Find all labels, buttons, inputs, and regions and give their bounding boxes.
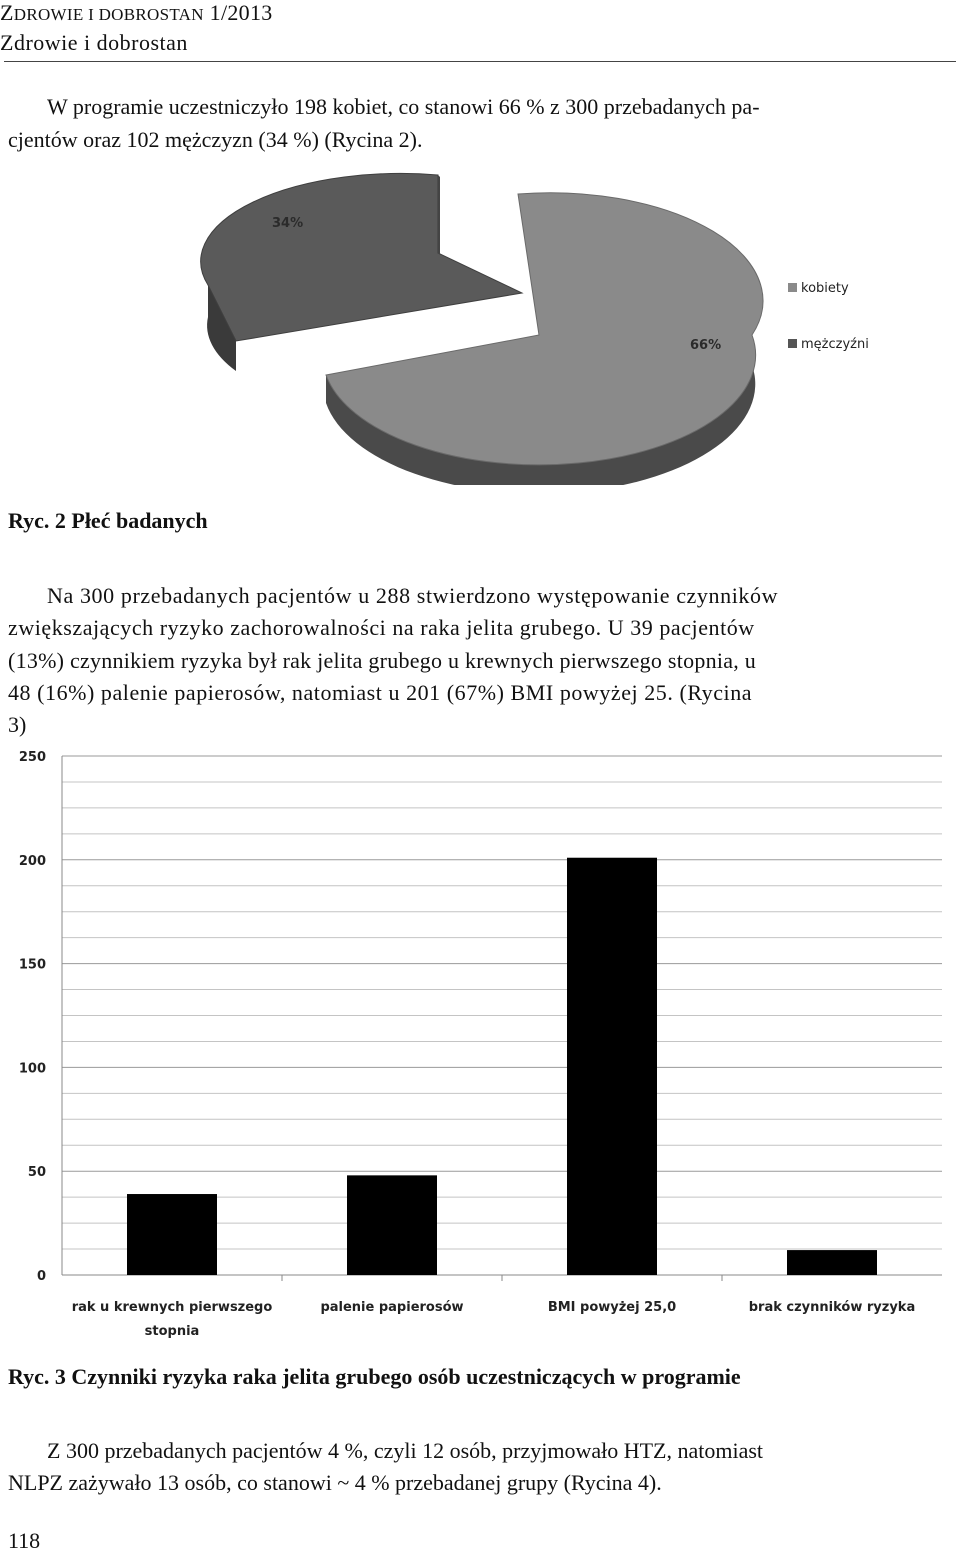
pie-chart xyxy=(200,165,900,485)
legend-swatch-mezczyzni xyxy=(788,339,797,348)
legend-label-kobiety: kobiety xyxy=(801,281,849,296)
paragraph1-line2: cjentów oraz 102 mężczyzn (34 %) (Rycina 2). xyxy=(8,127,423,152)
page-number: 118 xyxy=(8,1528,41,1553)
bar-1 xyxy=(347,1175,437,1275)
paragraph2-line3: (13%) czynnikiem ryzyka był rak jelita grubego u krewnych pierwszego stopnia, u xyxy=(8,648,756,673)
paragraph2-line1: Na 300 przebadanych pacjentów u 288 stwierdzono występowanie czynników xyxy=(47,583,779,608)
bar-3 xyxy=(787,1250,877,1275)
paragraph2-line5: 3) xyxy=(8,712,27,737)
journal-header-issue: 1/2013 xyxy=(203,0,273,25)
x-category-label: brak czynników ryzyka xyxy=(748,1300,916,1315)
pie-label-men: 34% xyxy=(272,216,304,231)
y-tick-label: 200 xyxy=(18,853,46,869)
journal-header-initial: Z xyxy=(0,0,14,25)
y-tick-label: 250 xyxy=(18,750,46,765)
y-tick-label: 0 xyxy=(36,1269,46,1284)
bar-2 xyxy=(567,858,657,1275)
header-rule xyxy=(4,61,956,62)
x-category-label: stopnia xyxy=(144,1324,200,1339)
figure2-caption: Ryc. 2 Płeć badanych xyxy=(8,508,208,533)
pie-slice-mezczyzni-edge xyxy=(438,175,440,255)
x-category-label: BMI powyżej 25,0 xyxy=(547,1300,677,1315)
paragraph3-line2: NLPZ zażywało 13 osób, co stanowi ~ 4 % przebadanej grupy (Rycina 4). xyxy=(8,1470,662,1495)
bar-chart xyxy=(0,740,960,1350)
y-tick-label: 150 xyxy=(18,957,46,973)
bar-0 xyxy=(127,1194,217,1275)
paragraph2-line2: zwiększających ryzyko zachorowalności na raka jelita grubego. U 39 pacjentów xyxy=(8,615,755,640)
y-tick-label: 100 xyxy=(18,1061,46,1077)
legend-label-mezczyzni: mężczyźni xyxy=(801,337,869,352)
pie-label-women: 66% xyxy=(690,338,722,353)
paragraph2-line4: 48 (16%) palenie papierosów, natomiast u 201 (67%) BMI powyżej 25. (Rycina xyxy=(8,680,753,705)
y-tick-label: 50 xyxy=(27,1165,46,1181)
x-category-label: rak u krewnych pierwszego xyxy=(71,1300,273,1315)
paragraph1-line1: W programie uczestniczyło 198 kobiet, co stanowi 66 % z 300 przebadanych pa- xyxy=(47,94,760,119)
x-category-label: palenie papierosów xyxy=(320,1300,464,1315)
journal-header xyxy=(0,0,960,26)
journal-subtitle: Zdrowie i dobrostan xyxy=(0,30,188,55)
journal-header-smallcaps: DROWIE I DOBROSTAN xyxy=(13,5,204,24)
figure3-caption: Ryc. 3 Czynniki ryzyka raka jelita grubego osób uczestniczących w programie xyxy=(8,1364,741,1389)
pie-slice-mezczyzni xyxy=(201,173,522,341)
paragraph3-line1: Z 300 przebadanych pacjentów 4 %, czyli 12 osób, przyjmowało HTZ, natomiast xyxy=(47,1438,764,1463)
legend-swatch-kobiety xyxy=(788,283,797,292)
